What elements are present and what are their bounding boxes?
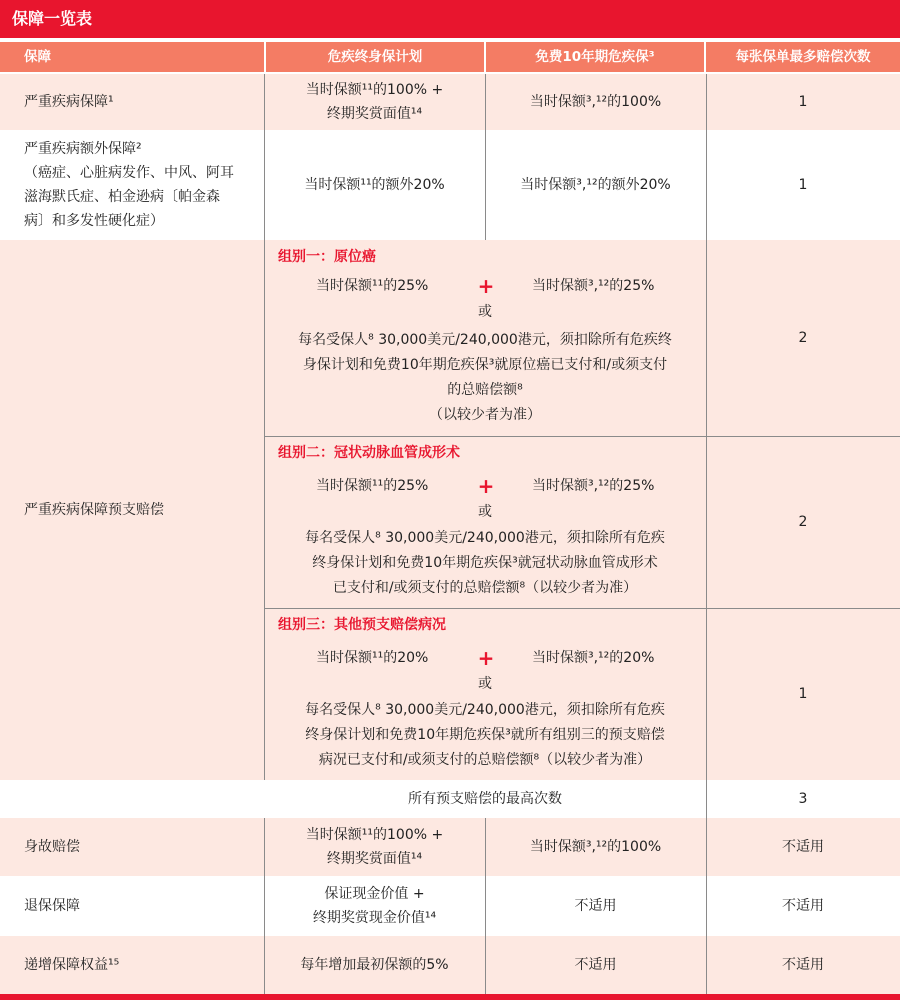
- group-2-line: 终身保计划和免费10年期危疾保³就冠状动脉血管成形术: [312, 555, 658, 571]
- row-death-plan-line2: 终期奖赏面值¹⁴: [326, 851, 423, 867]
- row-surrender-plan-line1: 保证现金价值 +: [324, 886, 425, 902]
- group-2-or: 或: [478, 504, 492, 520]
- row-death-count: 不适用: [706, 818, 900, 876]
- group-3-or: 或: [478, 676, 492, 692]
- advance-group-1: [264, 240, 706, 436]
- group-3-line: 病况已支付和/或须支付的总赔偿额⁸（以较少者为准）: [318, 752, 652, 768]
- divider: [485, 818, 486, 994]
- row-growth-free: 不适用: [485, 936, 706, 994]
- group-3-line: 终身保计划和免费10年期危疾保³就所有组别三的预支赔偿: [305, 727, 665, 743]
- row-surrender-plan: [264, 876, 485, 936]
- row-extra-label-line: 滋海默氏症、柏金逊病〔帕金森: [24, 189, 220, 205]
- row-severe-plan-line1: 当时保额¹¹的100% +: [305, 82, 444, 98]
- divider: [264, 74, 265, 780]
- group-1-plan-amount: 当时保额¹¹的25%: [316, 278, 429, 294]
- row-severe-plan: [264, 74, 485, 130]
- group-1-line: 的总赔偿额⁸: [447, 382, 523, 398]
- divider: [264, 608, 900, 609]
- row-extra-label-line: （癌症、心脏病发作、中风、阿耳: [24, 165, 234, 181]
- row-surrender-free: 不适用: [485, 876, 706, 936]
- row-growth-plan: 每年增加最初保额的5%: [264, 936, 485, 994]
- row-extra-plan: 当时保额¹¹的额外20%: [264, 130, 485, 240]
- group-2-free-amount: 当时保额³,¹²的25%: [532, 478, 655, 494]
- group-3-free-amount: 当时保额³,¹²的20%: [532, 650, 655, 666]
- row-extra-label-line: 严重疾病额外保障²: [24, 141, 142, 157]
- row-severe-free: 当时保额³,¹²的100%: [485, 74, 706, 130]
- group-2-line: 每名受保人⁸ 30,000美元/240,000港元，须扣除所有危疾: [305, 530, 665, 546]
- advance-max-count: 3: [706, 780, 900, 818]
- group-3-line: 每名受保人⁸ 30,000美元/240,000港元，须扣除所有危疾: [305, 702, 665, 718]
- group-1-count: 2: [706, 240, 900, 436]
- header-max-claims: 每张保单最多赔偿次数: [706, 42, 900, 72]
- divider: [485, 74, 486, 240]
- row-extra-free: 当时保额³,¹²的额外20%: [485, 130, 706, 240]
- group-2-line: 已支付和/或须支付的总赔偿额⁸（以较少者为准）: [332, 580, 638, 596]
- group-1-title: 组别一：原位癌: [278, 249, 376, 265]
- advance-max-label: 所有预支赔偿的最高次数: [264, 780, 706, 818]
- row-severe-label: 严重疾病保障¹: [0, 74, 264, 130]
- header-free-plan: 免费10年期危疾保³: [486, 42, 704, 72]
- group-1-line: 身保计划和免费10年期危疾保³就原位癌已支付和/或须支付: [302, 357, 668, 373]
- advance-group-2: [264, 436, 706, 608]
- row-death-free: 当时保额³,¹²的100%: [485, 818, 706, 876]
- header-plan: 危疾终身保计划: [266, 42, 484, 72]
- row-extra-label: [0, 130, 264, 240]
- row-surrender-count: 不适用: [706, 876, 900, 936]
- group-3-count: 1: [706, 608, 900, 780]
- group-2-count: 2: [706, 436, 900, 608]
- row-death-plan-line1: 当时保额¹¹的100% +: [305, 827, 444, 843]
- divider: [706, 74, 707, 994]
- row-growth-count: 不适用: [706, 936, 900, 994]
- plus-icon: +: [477, 646, 495, 670]
- group-3-title: 组别三：其他预支赔偿病况: [278, 617, 446, 633]
- group-1-free-amount: 当时保额³,¹²的25%: [532, 278, 655, 294]
- row-death-label: 身故赔偿: [0, 818, 264, 876]
- advance-group-3: [264, 608, 706, 780]
- header-benefit: 保障: [0, 42, 264, 72]
- group-1-or: 或: [478, 304, 492, 320]
- row-extra-label-line: 病〕和多发性硬化症）: [24, 213, 164, 229]
- row-growth-label: 递增保障权益¹⁵: [0, 936, 264, 994]
- group-1-line: 每名受保人⁸ 30,000美元/240,000港元，须扣除所有危疾终: [298, 332, 672, 348]
- row-advance-label: 严重疾病保障预支赔偿: [0, 240, 264, 780]
- divider: [264, 818, 265, 994]
- plus-icon: +: [477, 474, 495, 498]
- row-severe-plan-line2: 终期奖赏面值¹⁴: [326, 106, 423, 122]
- row-extra-count: 1: [706, 130, 900, 240]
- group-3-plan-amount: 当时保额¹¹的20%: [316, 650, 429, 666]
- row-severe-count: 1: [706, 74, 900, 130]
- divider: [264, 436, 900, 437]
- row-surrender-plan-line2: 终期奖赏现金价值¹⁴: [312, 910, 437, 926]
- row-surrender-label: 退保保障: [0, 876, 264, 936]
- group-2-title: 组别二：冠状动脉血管成形术: [278, 445, 460, 461]
- group-2-plan-amount: 当时保额¹¹的25%: [316, 478, 429, 494]
- plus-icon: +: [477, 274, 495, 298]
- group-1-line: （以较少者为准）: [429, 407, 541, 423]
- bottom-rule: [0, 994, 900, 1000]
- row-death-plan: [264, 818, 485, 876]
- table-title: 保障一览表: [0, 0, 900, 38]
